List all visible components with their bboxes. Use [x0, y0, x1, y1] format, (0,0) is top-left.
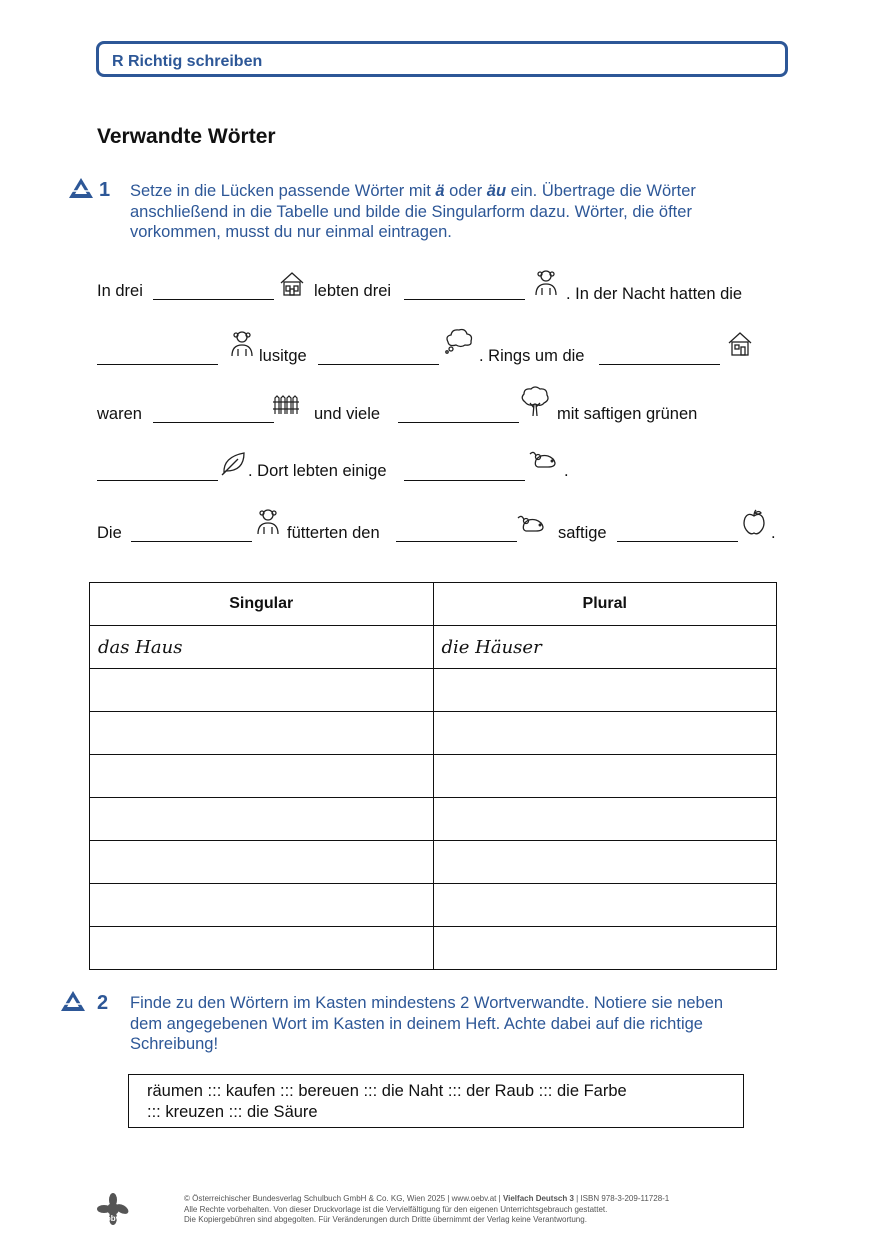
answer-blank[interactable] [97, 364, 218, 365]
cloze-text: . [564, 462, 569, 480]
answer-blank[interactable] [131, 541, 252, 542]
cloze-text: . [771, 524, 776, 542]
answer-blank[interactable] [404, 480, 525, 481]
cloze-text-cloud-icon [443, 326, 475, 354]
footer-line: Die Kopiergebühren sind abgegolten. Für Veränderungen durch Dritte übernimmt der Verlag keine Verantwortung. [184, 1215, 587, 1224]
task-instruction [130, 993, 723, 1055]
instruction-emphasis: ä [435, 182, 445, 200]
instruction-line: Finde zu den Wörtern im Kasten mindestens 2 Wortverwandte. Notiere sie neben [130, 994, 724, 1012]
word-table [89, 582, 777, 970]
cloze-text: . In der Nacht hatten die [566, 285, 743, 303]
instruction-text: Setze in die Lücken passende Wörter mit [130, 182, 436, 200]
oebv-logo [96, 1192, 130, 1226]
table-cell[interactable] [433, 884, 777, 927]
footer [184, 1194, 669, 1226]
table-cell[interactable] [433, 669, 777, 712]
girl-icon [254, 507, 282, 535]
difficulty-triangle-icon [60, 990, 86, 1012]
cloze-text: . Dort lebten einige [248, 462, 387, 480]
answer-blank[interactable] [599, 364, 720, 365]
table-cell[interactable] [90, 927, 434, 970]
footer-text: © Österreichischer Bundesverlag Schulbuch GmbH & Co. KG, Wien 2025 | www.oebv.at | [184, 1194, 503, 1203]
answer-blank[interactable] [153, 299, 274, 300]
word-box-line: räumen ::: kaufen ::: bereuen ::: die Naht ::: der Raub ::: die Farbe [147, 1082, 627, 1100]
table-cell[interactable] [90, 884, 434, 927]
instruction-emphasis: äu [486, 182, 507, 200]
section-header-label: R Richtig schreiben [112, 53, 263, 70]
table-cell-example-plural: die Häuser [433, 626, 777, 669]
cloze-text: lebten drei [314, 282, 392, 300]
table-cell[interactable] [90, 755, 434, 798]
girl-icon [228, 329, 256, 357]
table-cell[interactable] [433, 927, 777, 970]
instruction-line: vorkommen, musst du nur einmal eintragen. [130, 223, 452, 241]
cloze-text: lusitge [259, 347, 307, 365]
instruction-line: Schreibung! [130, 1035, 219, 1053]
answer-blank[interactable] [396, 541, 517, 542]
logo-text: öbv [105, 1214, 121, 1223]
section-header [96, 41, 788, 77]
cloze-text: In drei [97, 282, 143, 300]
instruction-text: oder [444, 182, 487, 200]
mouse-icon [516, 510, 548, 538]
difficulty-triangle-icon [68, 177, 94, 199]
table-cell[interactable] [90, 841, 434, 884]
table-cell[interactable] [90, 669, 434, 712]
table-cell[interactable] [90, 798, 434, 841]
answer-blank[interactable] [97, 480, 218, 481]
house-icon [726, 330, 754, 358]
instruction-line: anschließend in die Tabelle und bilde die Singularform dazu. Wörter, die öfter [130, 202, 692, 221]
cloze-text: . Rings um die [479, 347, 585, 365]
cloze-text: und viele [314, 405, 381, 423]
apple-icon [740, 508, 768, 536]
task-instruction [130, 181, 696, 243]
table-cell[interactable] [433, 798, 777, 841]
table-cell[interactable] [433, 755, 777, 798]
cloze-text: saftige [558, 524, 607, 542]
footer-book-title: Vielfach Deutsch 3 [502, 1194, 574, 1203]
footer-line: Alle Rechte vorbehalten. Von dieser Druckvorlage ist die Vervielfältigung für den eigenen Unterrichtsgebrauch gestattet. [184, 1204, 608, 1214]
footer-text: | ISBN 978-3-209-11728-1 [573, 1194, 670, 1203]
answer-blank[interactable] [318, 364, 439, 365]
word-box-line: ::: kreuzen ::: die Säure [147, 1103, 318, 1121]
table-header-singular: Singular [90, 583, 434, 626]
leaf-icon [220, 449, 248, 477]
cloze-text: Die [97, 524, 122, 542]
cloze-text: mit saftigen grünen [557, 405, 698, 423]
house-icon [278, 270, 306, 298]
instruction-line: dem angegebenen Wort im Kasten in deinem Heft. Achte dabei auf die richtige [130, 1014, 703, 1033]
table-cell[interactable] [433, 712, 777, 755]
table-header-plural: Plural [433, 583, 777, 626]
table-cell-example-singular: das Haus [90, 626, 434, 669]
answer-blank[interactable] [404, 299, 525, 300]
answer-blank[interactable] [153, 422, 274, 423]
table-cell[interactable] [433, 841, 777, 884]
page-title: Verwandte Wörter [97, 125, 276, 148]
fence-icon [272, 392, 300, 420]
table-cell[interactable] [90, 712, 434, 755]
answer-blank[interactable] [398, 422, 519, 423]
task-number: 2 [97, 992, 109, 1014]
cloze-text: waren [97, 405, 142, 423]
word-box [128, 1074, 744, 1128]
task-number: 1 [99, 179, 111, 201]
tree-icon [519, 386, 551, 418]
answer-blank[interactable] [617, 541, 738, 542]
cloze-text: fütterten den [287, 524, 380, 542]
instruction-text: ein. Übertrage die Wörter [506, 182, 696, 200]
mouse-icon [528, 446, 560, 474]
girl-icon [532, 268, 560, 296]
